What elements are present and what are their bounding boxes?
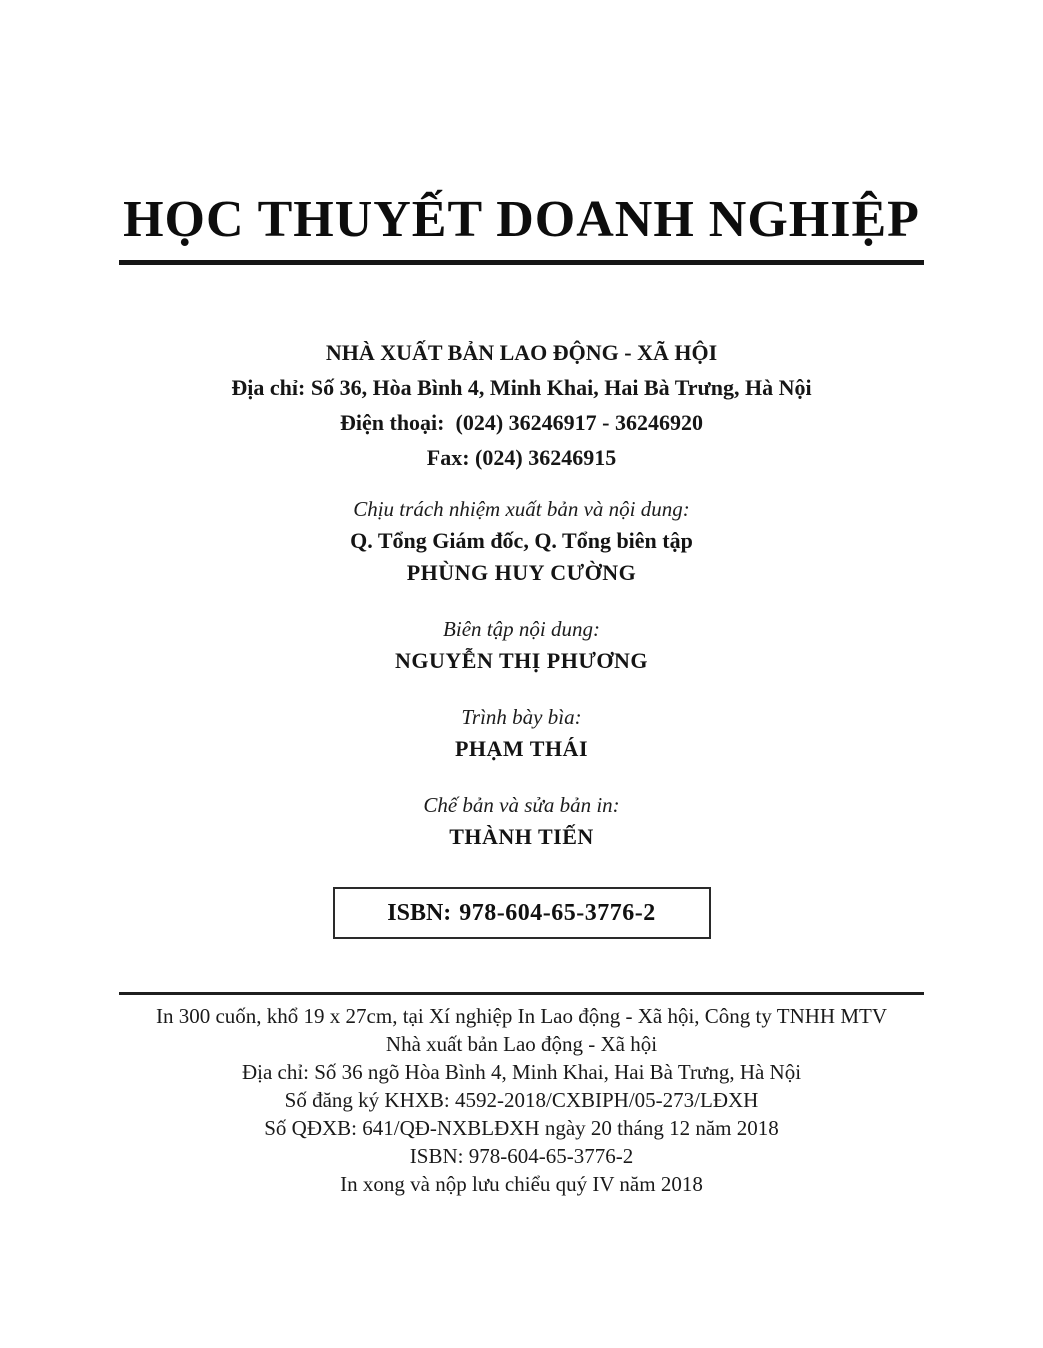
title-underline bbox=[119, 260, 924, 265]
print-info-line: Địa chỉ: Số 36 ngõ Hòa Bình 4, Minh Khai, Hai Bà Trưng, Hà Nội bbox=[241, 1060, 802, 1084]
cover-design-section bbox=[0, 701, 1043, 765]
book-title: HỌC THUYẾT DOANH NGHIỆP bbox=[123, 191, 920, 248]
content-editor-section bbox=[0, 613, 1043, 677]
responsibility-name: PHÙNG HUY CƯỜNG bbox=[406, 560, 637, 585]
publisher-name: NHÀ XUẤT BẢN LAO ĐỘNG - XÃ HỘI bbox=[325, 340, 718, 365]
responsibility-section bbox=[0, 493, 1043, 589]
print-info-line: Nhà xuất bản Lao động - Xã hội bbox=[385, 1032, 658, 1056]
print-info-divider bbox=[119, 992, 924, 995]
print-info-block bbox=[0, 1002, 1043, 1198]
content-editor-name: NGUYỄN THỊ PHƯƠNG bbox=[395, 648, 648, 673]
isbn-number: 978-604-65-3776-2 bbox=[459, 899, 656, 926]
print-info-line: In 300 cuốn, khổ 19 x 27cm, tại Xí nghiệp In Lao động - Xã hội, Công ty TNHH MTV bbox=[155, 1004, 888, 1028]
print-info-line: In xong và nộp lưu chiểu quý IV năm 2018 bbox=[340, 1172, 703, 1196]
cover-design-label: Trình bày bìa: bbox=[461, 705, 582, 729]
print-info-line: Số đăng ký KHXB: 4592-2018/CXBIPH/05-273/LĐXH bbox=[284, 1088, 759, 1112]
isbn-box bbox=[333, 887, 711, 939]
publisher-fax: Fax: (024) 36246915 bbox=[426, 445, 617, 470]
publisher-block bbox=[0, 335, 1043, 475]
typesetting-name: THÀNH TIẾN bbox=[449, 824, 594, 849]
isbn-label: ISBN: bbox=[387, 899, 452, 926]
print-info-line: ISBN: 978-604-65-3776-2 bbox=[409, 1144, 634, 1168]
print-info-line: Số QĐXB: 641/QĐ-NXBLĐXH ngày 20 tháng 12 năm 2018 bbox=[264, 1116, 779, 1140]
responsibility-position: Q. Tổng Giám đốc, Q. Tổng biên tập bbox=[350, 528, 693, 553]
content-editor-label: Biên tập nội dung: bbox=[443, 617, 600, 641]
typesetting-section bbox=[0, 789, 1043, 853]
cover-design-name: PHẠM THÁI bbox=[454, 736, 589, 761]
publisher-phone: Điện thoại: (024) 36246917 - 36246920 bbox=[340, 410, 703, 435]
responsibility-label: Chịu trách nhiệm xuất bản và nội dung: bbox=[353, 497, 690, 521]
typesetting-label: Chế bản và sửa bản in: bbox=[423, 793, 620, 817]
publisher-address: Địa chỉ: Số 36, Hòa Bình 4, Minh Khai, Hai Bà Trưng, Hà Nội bbox=[231, 375, 812, 400]
